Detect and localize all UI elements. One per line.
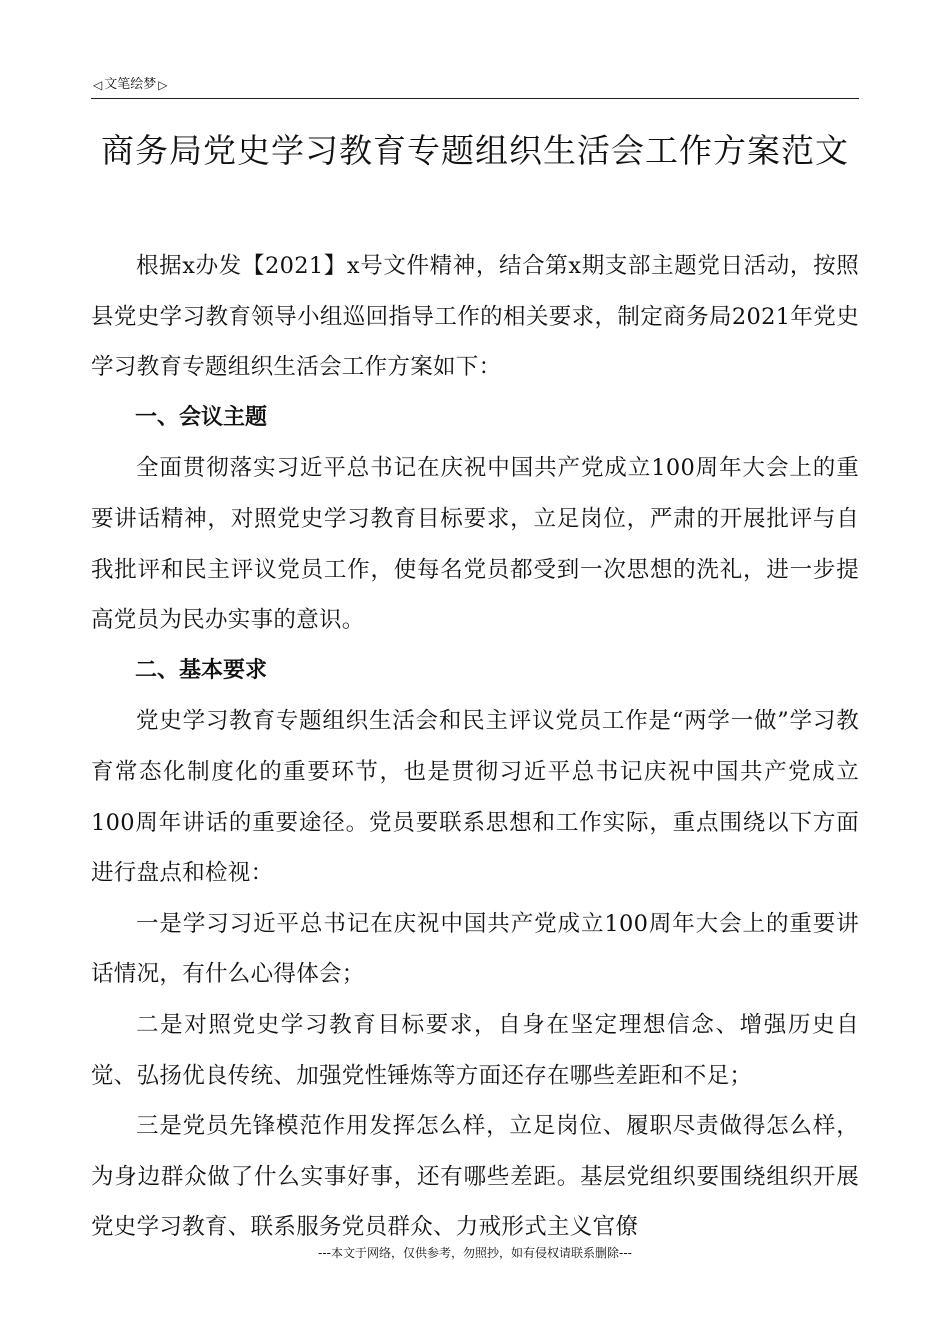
page-footer: ---本文于网络，仅供参考，勿照抄，如有侵权请联系删除--- (318, 1246, 632, 1260)
basic-requirements-paragraph: 党史学习教育专题组织生活会和民主评议党员工作是“两学一做”学习教育常态化制度化的重要环节，也是贯彻习近平总书记庆祝中国共产党成立100周年讲话的重要途径。党员要联系思想和工作实际，重点围绕以下方面进行盘点和检视： (91, 708, 859, 887)
point-one-paragraph: 一是学习习近平总书记在庆祝中国共产党成立100周年大会上的重要讲话情况，有什么心得体会； (91, 910, 859, 988)
point-two-paragraph: 二是对照党史学习教育目标要求，自身在坚定理想信念、增强历史自觉、弘扬优良传统、加强党性锤炼等方面还存在哪些差距和不足； (91, 1011, 859, 1089)
section-heading-basic-requirements: 二、基本要求 (135, 657, 268, 683)
document-title: 商务局党史学习教育专题组织生活会工作方案范文 (101, 131, 849, 170)
meeting-theme-paragraph: 全面贯彻落实习近平总书记在庆祝中国共产党成立100周年大会上的重要讲话精神，对照党史学习教育目标要求，立足岗位，严肃的开展批评与自我批评和民主评议党员工作，使每名党员都受到一次思想的洗礼，进一步提高党员为民办实事的意识。 (91, 455, 859, 634)
header-brand (91, 76, 169, 94)
point-three-paragraph: 三是党员先锋模范作用发挥怎么样，立足岗位、履职尽责做得怎么样，为身边群众做了什么实事好事，还有哪些差距。基层党组织要围绕组织开展党史学习教育、联系服务党员群众、力戒形式主义官僚 (91, 1113, 859, 1241)
section-heading-meeting-theme: 一、会议主题 (135, 404, 268, 430)
left-triangle-icon: ◁ (93, 78, 103, 92)
brand-text: 文笔绘梦 (104, 77, 157, 92)
document-body (91, 241, 859, 1253)
page-header (91, 76, 859, 99)
right-triangle-icon: ▷ (158, 78, 168, 92)
intro-paragraph: 根据x办发【2021】x号文件精神，结合第x期支部主题党日活动，按照县党史学习教育领导小组巡回指导工作的相关要求，制定商务局2021年党史学习教育专题组织生活会工作方案如下： (91, 253, 859, 381)
